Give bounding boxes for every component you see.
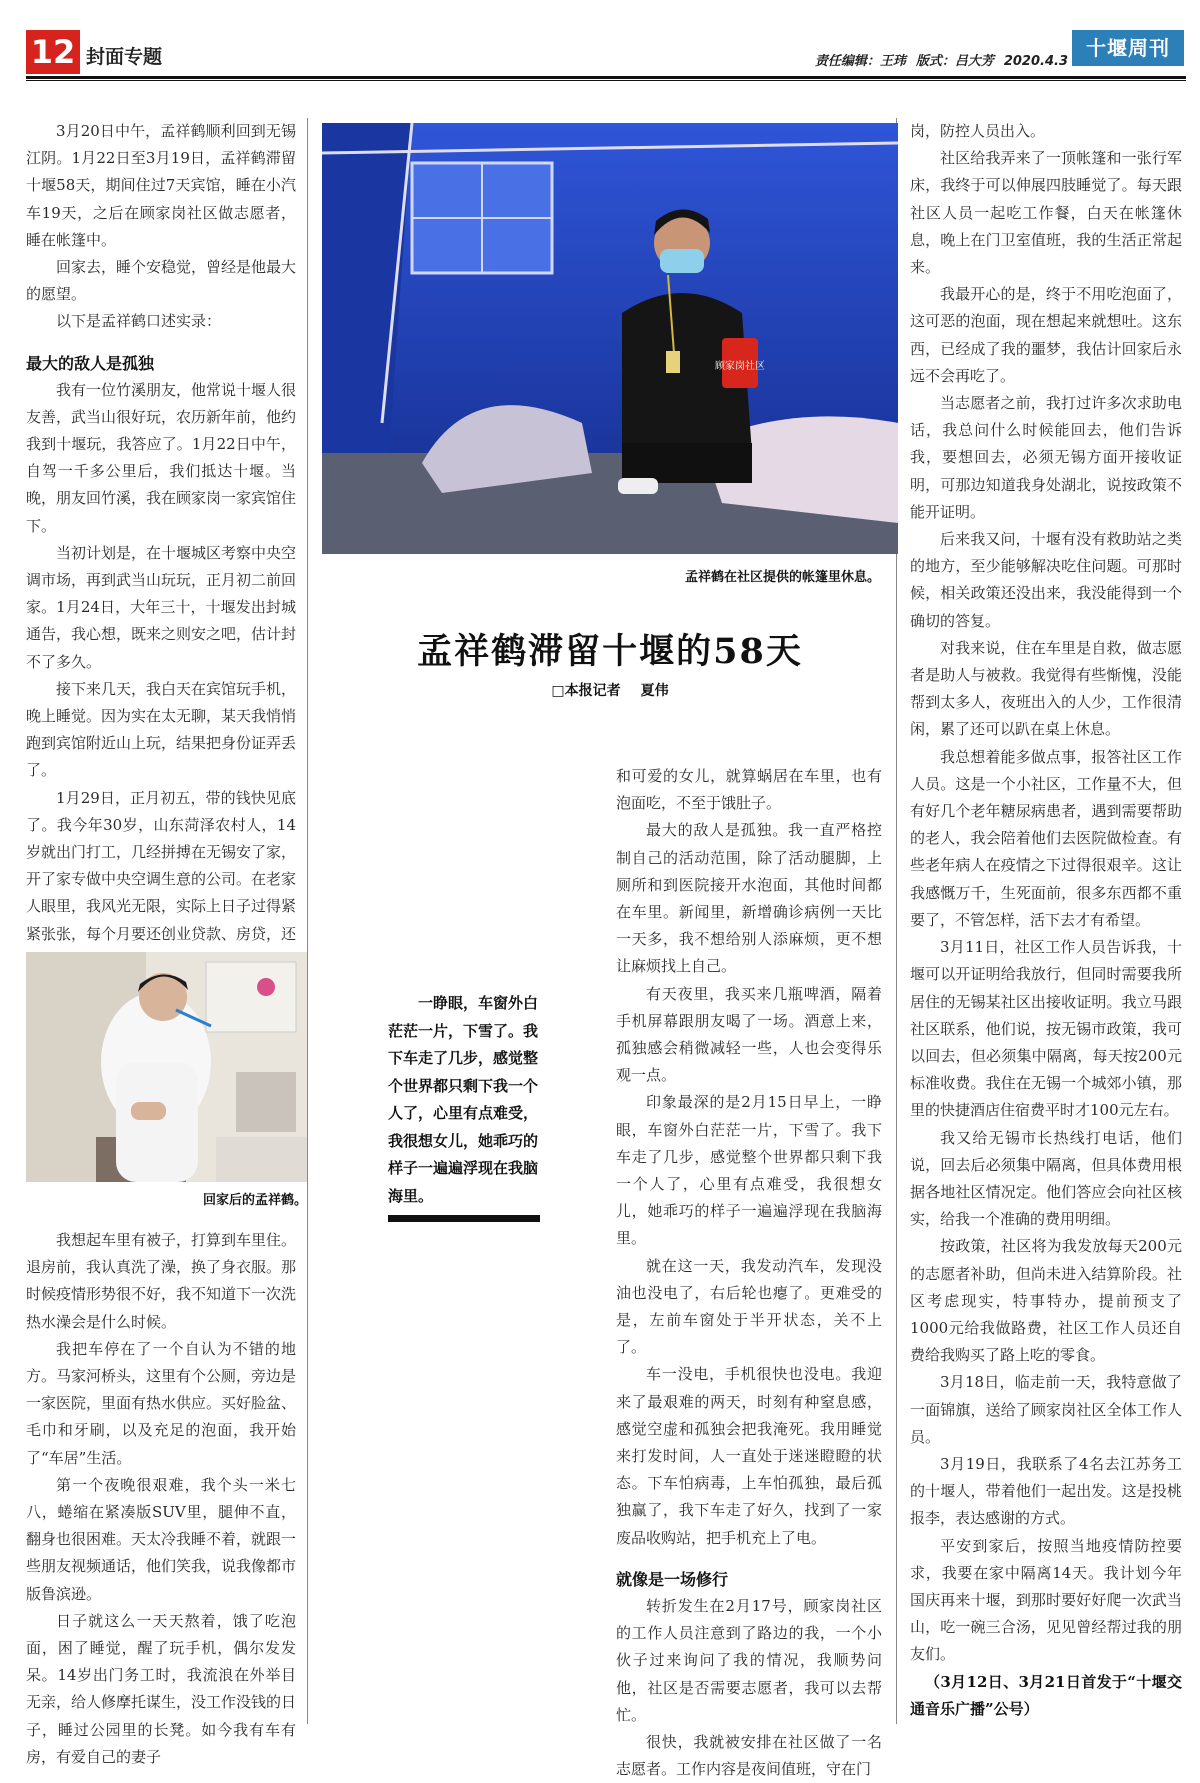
header-rule	[26, 76, 1186, 79]
paragraph: 平安到家后，按照当地疫情防控要求，我要在家中隔离14天。我计划今年国庆再来十堰，到那时要好好爬一次武当山，吃一碗三合汤，见见曾经帮过我的朋友们。	[910, 1536, 1182, 1664]
paragraph: 当志愿者之前，我打过许多次求助电话，我总问什么时候能回去，他们告诉我，要想回去，必须无锡方面开接收证明，可那边知道我身处湖北，说按政策不能开证明。	[910, 394, 1182, 521]
pull-quote-text: 一睁眼，车窗外白茫茫一片，下雪了。我下车走了几步，感觉整个世界都只剩下我一个人了，心里有点难受，我很想女儿，她乖巧的样子一遍遍浮现在我脑海里。	[388, 994, 539, 1205]
paragraph: 我总想着能多做点事，报答社区工作人员。这是一个小社区，工作量不大，但有好几个老年糖尿病患者，遇到需要帮助的老人，我会陪着他们去医院做检查。有些老年病人在疫情之下过得很艰辛。这让我感慨万千，生死面前，很多东西都不重要了，不管怎样，活下去才有希望。	[910, 747, 1182, 929]
paragraph: 就在这一天，我发动汽车，发现没油也没电了，右后轮也瘪了。更难受的是，左前车窗处于半开状态，关不上了。	[616, 1256, 882, 1357]
paragraph: 第一个夜晚很艰难，我个头一米七八，蜷缩在紧凑版SUV里，腿伸不直，翻身也很困难。天太冷我睡不着，就跟一些朋友视频通话，他们笑我，说我像都市版鲁滨逊。	[26, 1475, 297, 1603]
paragraph: 我又给无锡市长热线打电话，他们说，回去后必须集中隔离，但具体费用根据各地社区情况定。他们答应会向社区核实，给我一个准确的费用明细。	[910, 1128, 1182, 1229]
article-title: 孟祥鹤滞留十堰的58天	[417, 631, 803, 672]
paragraph: 日子就这么一天天熬着，饿了吃泡面，困了睡觉，醒了玩手机，偶尔发发呆。14岁出门务工时，我流浪在外举目无亲，给人修摩托谋生，没工作没钱的日子，睡过公园里的长凳。如今我有车有房，有爱自己的妻子	[26, 1611, 297, 1766]
pull-quote	[388, 990, 540, 1210]
paragraph: 当初计划是，在十堰城区考察中央空调市场，再到武当山玩玩，正月初二前回家。1月24日，大年三十，十堰发出封城通告，我心想，既来之则安之吧，估计封不了多久。	[26, 543, 297, 671]
editor-name: 责任编辑：王玮	[814, 54, 906, 69]
subheading: 最大的敌人是孤独	[26, 353, 155, 373]
tent-photo-caption: 孟祥鹤在社区提供的帐篷里休息。	[684, 570, 880, 585]
paragraph: 回家去，睡个安稳觉，曾经是他最大的愿望。	[26, 258, 297, 304]
home-photo-caption: 回家后的孟祥鹤。	[202, 1193, 307, 1208]
paragraph: 我想起车里有被子，打算到车里住。退房前，我认真洗了澡，换了身衣服。那时候疫情形势很不好，我不知道下一次洗热水澡会是什么时候。	[26, 1231, 297, 1331]
paragraph: 社区给我弄来了一顶帐篷和一张行军床，我终于可以伸展四肢睡觉了。每天跟社区人员一起吃工作餐，白天在帐篷休息，晚上在门卫室值班，我的生活正常起来。	[910, 149, 1182, 277]
paragraph: 有天夜里，我买来几瓶啤酒，隔着手机屏幕跟朋友喝了一场。酒意上来，孤独感会稍微减轻一些，人也会变得乐观一点。	[616, 984, 882, 1085]
paragraph: 我把车停在了一个自认为不错的地方。马家河桥头，这里有个公厕，旁边是一家医院，里面有热水供应。买好脸盆、毛巾和牙刷，以及充足的泡面，我开始了“车居”生活。	[26, 1339, 297, 1467]
tent-photo-illustration	[322, 123, 898, 554]
byline-author: 夏伟	[640, 683, 669, 699]
paragraph: 按政策，社区将为我发放每天200元的志愿者补助，但尚未进入结算阶段。社区考虑现实，特事特办，提前预支了1000元给我做路费，社区工作人员还自费给我购买了路上吃的零食。	[910, 1237, 1182, 1365]
column-3	[616, 763, 882, 1779]
paragraph: 对我来说，住在车里是自救，做志愿者是助人与被救。我觉得有些惭愧，没能帮到太多人，夜班出入的人少，工作很清闲，累了还可以趴在桌上休息。	[910, 638, 1182, 739]
paragraph: 我有一位竹溪朋友，他常说十堰人很友善，武当山很好玩，农历新年前，他约我到十堰玩，我答应了。1月22日中午，自驾一千多公里后，我们抵达十堰。当晚，朋友回竹溪，我在顾家岗一家宾馆住下。	[26, 380, 297, 535]
paragraph: 1月29日，正月初五，带的钱快见底了。我今年30岁，山东菏泽农村人，14岁就出门打工，几经拼搏在无锡安了家，开了家专做中央空调生意的公司。在老家人眼里，我风光无限，实际上日子过得紧紧张张，每个月要还创业贷款、房贷，还	[26, 788, 297, 943]
tent-photo	[322, 123, 898, 554]
paragraph: 很快，我就被安排在社区做了一名志愿者。工作内容是夜间值班，守在门	[616, 1732, 882, 1779]
issue-date: 2020.4.3	[1003, 54, 1068, 69]
paragraph: 以下是孟祥鹤口述实录：	[56, 312, 222, 331]
pull-quote-bar	[388, 1215, 540, 1222]
paragraph: 车一没电，手机很快也没电。我迎来了最艰难的两天，时刻有种窒息感，感觉空虚和孤独会把我淹死。我用睡觉来打发时间，人一直处于迷迷瞪瞪的状态。下车怕病毒，上车怕孤独，最后孤独赢了，我下车走了好久，找到了一家废品收购站，把手机充上了电。	[616, 1365, 882, 1547]
subheading: 就像是一场修行	[616, 1569, 729, 1589]
column-1-top	[26, 118, 297, 943]
paragraph: 我最开心的是，终于不用吃泡面了，这可恶的泡面，现在想起来就想吐。这东西，已经成了我的噩梦，我估计回家后永远不会再吃了。	[910, 285, 1182, 385]
armband-text: 顾家岗社区	[715, 361, 765, 372]
paragraph: 3月18日，临走前一天，我特意做了一面锦旗，送给了顾家岗社区全体工作人员。	[910, 1373, 1182, 1446]
paragraph: 3月19日，我联系了4名去江苏务工的十堰人，带着他们一起出发。这是投桃报李，表达感谢的方式。	[910, 1454, 1182, 1528]
page-number: 12	[26, 30, 80, 74]
paragraph: 最大的敌人是孤独。我一直严格控制自己的活动范围，除了活动腿脚，上厕所和到医院接开水泡面，其他时间都在车里。新闻里，新增确诊病例一天比一天多，我不想给别人添麻烦，更不想让麻烦找上自己。	[616, 821, 882, 976]
home-photo	[26, 952, 307, 1182]
masthead-logo: 十堰周刊	[1072, 30, 1184, 66]
paragraph: 转折发生在2月17号，顾家岗社区的工作人员注意到了路边的我，一个小伙子过来询问了我的情况，我顺势问他，社区是否需要志愿者，我可以去帮忙。	[616, 1596, 882, 1724]
paragraph: 3月20日中午，孟祥鹤顺利回到无锡江阴。1月22日至3月19日，孟祥鹤滞留十堰58天，期间住过7天宾馆，睡在小汽车19天，之后在顾家岗社区做志愿者，睡在帐篷中。	[26, 122, 296, 249]
source-note: （3月12日、3月21日首发于“十堰交通音乐广播”公号）	[910, 1672, 1182, 1718]
section-title: 封面专题	[86, 46, 163, 68]
paragraph: 接下来几天，我白天在宾馆玩手机，晚上睡觉。因为实在太无聊，某天我悄悄跑到宾馆附近山上玩，结果把身份证弄丢了。	[26, 679, 297, 780]
paragraph: 3月11日，社区工作人员告诉我，十堰可以开证明给我放行，但同时需要我所居住的无锡某社区出接收证明。我立马跟社区联系，他们说，按无锡市政策，我可以回去，但必须集中隔离，每天按200元标准收费。我住在无锡一个城郊小镇，那里的快捷酒店住宿费平时才100元左右。	[910, 938, 1182, 1120]
byline	[322, 680, 898, 700]
paragraph: 印象最深的是2月15日早上，一睁眼，车窗外白茫茫一片，下雪了。我下车走了几步，感觉整个世界都只剩下我一个人了，心里有点难受，我很想女儿，她乖巧的样子一遍遍浮现在我脑海里。	[616, 1093, 882, 1248]
paragraph: 后来我又问，十堰有没有救助站之类的地方，至少能够解决吃住问题。可那时候，相关政策还没出来，我没能得到一个确切的答复。	[910, 530, 1182, 630]
layout-editor-name: 版式：吕大芳	[915, 54, 994, 69]
header-rule-thin	[26, 80, 1186, 81]
paragraph: 和可爱的女儿，就算蜗居在车里，也有泡面吃，不至于饿肚子。	[616, 767, 882, 813]
editor-credits	[768, 50, 1068, 69]
home-photo-illustration	[26, 952, 307, 1182]
paragraph: 岗，防控人员出入。	[910, 122, 1046, 140]
column-1-bottom	[26, 1227, 297, 1766]
column-divider-left	[307, 118, 308, 1724]
byline-prefix: □本报记者	[551, 683, 621, 699]
column-4	[910, 118, 1182, 1724]
